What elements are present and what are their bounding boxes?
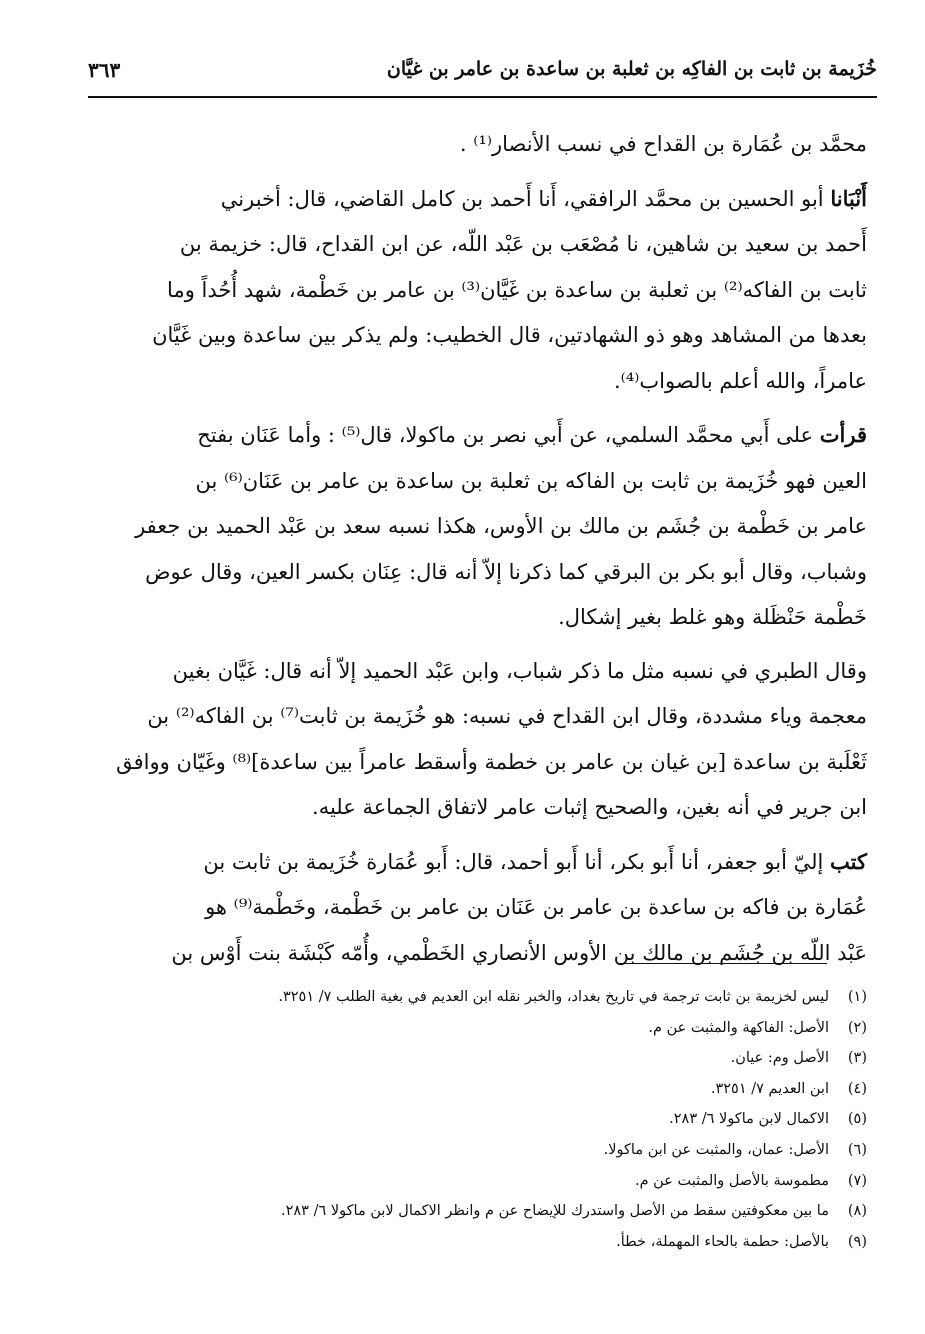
footnote	[100, 1013, 867, 1044]
text-line: محمَّد بن عُمَارة بن القداح في نسب الأنصار⁽¹⁾ .	[459, 132, 867, 156]
footnote	[100, 1074, 867, 1105]
footnote	[100, 1043, 867, 1074]
text-line: خَطْمة حَنْظَلة وهو غلط بغير إشكال.	[558, 605, 867, 629]
text-line: عُمَارة بن فاكه بن ساعدة بن عامر بن عَنَان بن عامر بن خَطْمة، وخَطْمة⁽⁹⁾ هو	[205, 895, 867, 919]
footnote-text: ابن العديم ٧/ ٣٢٥١.	[710, 1080, 829, 1097]
text-line: عَبْد اللّه بن جُشَم بن مالك بن الأوس الأنصاري الخَطْمي، وأُمّه كَبْشَة بنت أَوْس بن	[171, 940, 867, 965]
footnote-number: (٩)	[847, 1233, 867, 1250]
lead-word: أَنْبَانا	[830, 185, 867, 211]
paragraph	[100, 839, 867, 977]
running-title: خُزَيمة بن ثابت بن الفاكِه بن ثعلبة بن ساعدة بن عامر بن غيَّان	[386, 58, 877, 80]
footnote-text: الاكمال لابن ماكولا ٦/ ٢٨٣.	[669, 1111, 829, 1128]
page-number: ٣٦٣	[88, 58, 121, 82]
paragraph	[100, 649, 867, 831]
footnote-text: بالأصل: حطمة بالحاء المهملة، خطأ.	[616, 1233, 829, 1250]
text-line: وشباب، وقال أبو بكر بن البرقي كما ذكرنا إلاّ أنه قال: عِنَان بكسر العين، وقال عوض	[145, 559, 867, 584]
text-line: ثَعْلَبة بن ساعدة [بن غيان بن عامر بن خطمة وأسقط عامراً بين ساعدة]⁽⁸⁾ وغَيّان ووافق	[116, 749, 867, 774]
text-line: ابن جرير في أنه بغين، والصحيح إثبات عامر لاتفاق الجماعة عليه.	[312, 795, 867, 819]
footnote-number: (١)	[847, 989, 867, 1005]
footnote-number: (٧)	[847, 1172, 867, 1189]
paragraph	[100, 176, 867, 405]
footnote-text: الأصل: الفاكهة والمثبت عن م.	[648, 1019, 829, 1036]
footnote	[100, 1135, 867, 1166]
footnote-number: (٤)	[847, 1080, 867, 1097]
footnote-separator	[617, 963, 827, 964]
page-header	[88, 56, 877, 92]
footnotes	[100, 982, 867, 1257]
text-line: ثابت بن الفاكه⁽²⁾ بن ثعلبة بن ساعدة بن غَيَّان⁽³⁾ بن عامر بن خَطْمة، شهد أُحُداً وما	[167, 277, 867, 302]
footnote	[100, 1196, 867, 1227]
footnote-number: (٢)	[847, 1019, 867, 1036]
footnote	[100, 1104, 867, 1135]
footnote-number: (٦)	[847, 1141, 867, 1158]
footnote-text: ما بين معكوفتين سقط من الأصل واستدرك للإيضاح عن م وانظر الاكمال لابن ماكولا ٦/ ٢٨٣.	[280, 1203, 829, 1220]
main-text	[100, 122, 867, 984]
text-line: كتب إليّ أبو جعفر، أنا أَبو بكر، أنا أَبو أحمد، قال: أَبو عُمَارة خُزَيمة بن ثابت بن	[203, 848, 867, 874]
footnote-text: ليس لخزيمة بن ثابت ترجمة في تاريخ بغداد، والخبر نقله ابن العديم في بغية الطلب ٧/ ٣٢٥١.	[278, 989, 829, 1005]
footnote	[100, 1166, 867, 1197]
text-line: قرأت على أَبي محمَّد السلمي، عن أَبي نصر بن ماكولا، قال⁽⁵⁾ : وأما عَنَان بفتح	[197, 422, 867, 447]
text-line: أَحمد بن سعيد بن شاهين، نا مُصْعَب بن عَبْد اللّه، عن ابن القداح، قال: خزيمة بن	[179, 232, 867, 256]
text-line: العين فهو خُزَيمة بن ثابت بن الفاكه بن ثعلبة بن ساعدة بن عامر بن عَنَان⁽⁶⁾ بن	[195, 468, 867, 493]
lead-word: قرأت	[819, 422, 867, 447]
paragraph	[100, 412, 867, 641]
text-line: وقال الطبري في نسبه مثل ما ذكر شباب، وابن عَبْد الحميد إلاّ أنه قال: غَيَّان بغين	[172, 658, 867, 683]
text-line: أَنْبَانا أبو الحسين بن محمَّد الرافقي، أَنا أَحمد بن كامل القاضي، قال: أخبرني	[220, 185, 867, 211]
header-rule	[88, 96, 877, 98]
footnote-number: (٨)	[847, 1203, 867, 1220]
text-line: معجمة وياء مشددة، وقال ابن القداح في نسبه: هو خُزَيمة بن ثابت⁽⁷⁾ بن الفاكه⁽²⁾ بن	[147, 704, 867, 728]
text-line: عامر بن خَطْمة بن جُشَم بن مالك بن الأوس، هكذا نسبه سعد بن عَبْد الحميد بن جعفر	[135, 514, 867, 538]
footnote	[100, 1227, 867, 1258]
footnote-text: الأصل وم: عيان.	[730, 1050, 829, 1067]
footnote-text: الأصل: عمان، والمثبت عن ابن ماكولا.	[603, 1141, 829, 1158]
text-line: عامراً، والله أعلم بالصواب⁽⁴⁾.	[613, 368, 867, 393]
footnote-text: مطموسة بالأصل والمثبت عن م.	[634, 1172, 829, 1189]
paragraph	[100, 122, 867, 168]
text-line: بعدها من المشاهد وهو ذو الشهادتين، قال الخطيب: ولم يذكر بين ساعدة وبين غَيَّان	[152, 323, 867, 347]
footnote-number: (٣)	[847, 1050, 867, 1067]
footnote	[100, 982, 867, 1013]
footnote-number: (٥)	[847, 1111, 867, 1128]
lead-word: كتب	[830, 848, 867, 874]
